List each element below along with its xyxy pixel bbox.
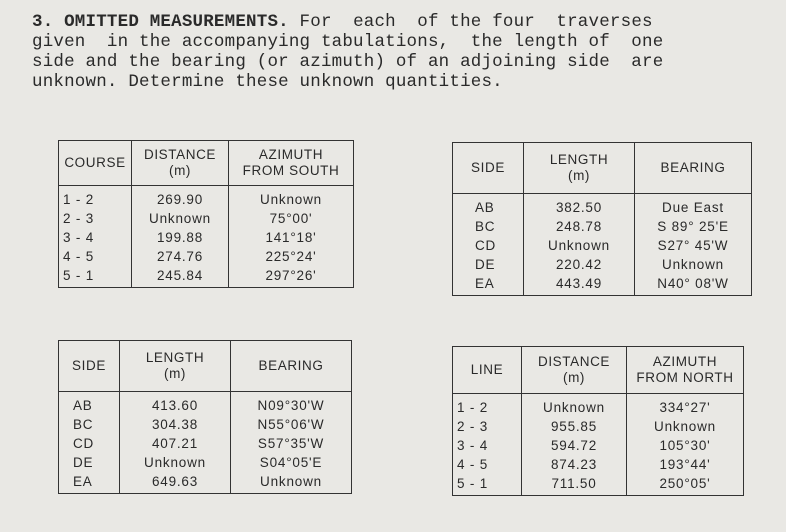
- table-body-row: [453, 394, 744, 496]
- header-line: LINE: [453, 347, 522, 394]
- side-column: AB BC CD DE EA: [59, 392, 120, 494]
- header-azimuth: AZIMUTH FROM SOUTH: [229, 141, 354, 186]
- table-header-row: [59, 141, 354, 186]
- traverse-table-4: [452, 346, 744, 496]
- length-column: 413.60 304.38 407.21 Unknown 649.63: [120, 392, 231, 494]
- problem-line-1: [32, 12, 780, 32]
- problem-statement: [32, 12, 780, 92]
- traverse-table-2: [452, 142, 752, 296]
- table-body-row: [59, 392, 352, 494]
- traverse-table-1: [58, 140, 354, 288]
- table-header-row: [59, 341, 352, 392]
- table-body-row: [59, 186, 354, 288]
- course-column: 1 - 2 2 - 3 3 - 4 4 - 5 5 - 1: [59, 186, 132, 288]
- problem-line-3: side and the bearing (or azimuth) of an adjoining side are: [32, 52, 664, 72]
- distance-column: 269.90 Unknown 199.88 274.76 245.84: [132, 186, 229, 288]
- header-side: SIDE: [453, 143, 524, 194]
- traverse-table-3: [58, 340, 352, 494]
- problem-number: 3.: [32, 12, 54, 32]
- header-distance: DISTANCE (m): [132, 141, 229, 186]
- table-header-row: [453, 143, 752, 194]
- table-header-row: [453, 347, 744, 394]
- header-length: LENGTH (m): [524, 143, 635, 194]
- problem-line-4: unknown. Determine these unknown quantities.: [32, 72, 503, 92]
- line-column: 1 - 2 2 - 3 3 - 4 4 - 5 5 - 1: [453, 394, 522, 496]
- problem-text-1: For each of the four traverses: [288, 12, 653, 32]
- header-length: LENGTH (m): [120, 341, 231, 392]
- distance-column: Unknown 955.85 594.72 874.23 711.50: [522, 394, 627, 496]
- length-column: 382.50 248.78 Unknown 220.42 443.49: [524, 194, 635, 296]
- header-distance: DISTANCE (m): [522, 347, 627, 394]
- header-bearing: BEARING: [635, 143, 752, 194]
- header-bearing: BEARING: [231, 341, 352, 392]
- problem-line-2: given in the accompanying tabulations, the length of one: [32, 32, 664, 52]
- bearing-column: N09°30'W N55°06'W S57°35'W S04°05'E Unknown: [231, 392, 352, 494]
- azimuth-column: 334°27' Unknown 105°30' 193°44' 250°05': [627, 394, 744, 496]
- problem-title: OMITTED MEASUREMENTS.: [64, 12, 289, 32]
- header-side: SIDE: [59, 341, 120, 392]
- header-azimuth: AZIMUTH FROM NORTH: [627, 347, 744, 394]
- bearing-column: Due East S 89° 25'E S27° 45'W Unknown N40° 08'W: [635, 194, 752, 296]
- azimuth-column: Unknown 75°00' 141°18' 225°24' 297°26': [229, 186, 354, 288]
- table-body-row: [453, 194, 752, 296]
- side-column: AB BC CD DE EA: [453, 194, 524, 296]
- header-course: COURSE: [59, 141, 132, 186]
